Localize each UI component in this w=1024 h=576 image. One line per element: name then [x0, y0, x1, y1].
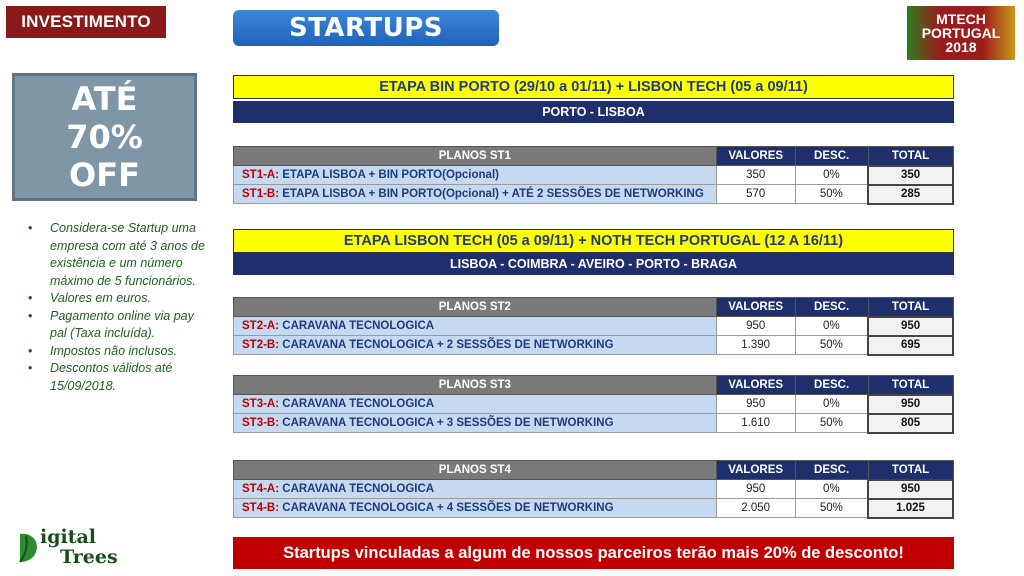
note-item: • Pagamento online via pay pal (Taxa incluída). — [28, 308, 208, 343]
badge-line-2: PORTUGAL — [921, 25, 1001, 41]
plan-header: PLANOS ST2 — [234, 298, 717, 317]
table-row — [234, 317, 954, 336]
note-item: • Considera-se Startup uma empresa com até 3 anos de existência e um número máximo de 5 funcionários. — [28, 220, 208, 290]
logo-text-digital: igital — [40, 526, 97, 548]
plan-total: 950 — [868, 395, 953, 414]
discount-line-3: OFF — [69, 156, 140, 194]
etapa-2-cities: LISBOA - COIMBRA - AVEIRO - PORTO - BRAGA — [233, 253, 954, 275]
plan-discount: 50% — [795, 185, 868, 204]
plan-code: ST2-B: — [242, 339, 280, 351]
discount-line-2: 70% — [66, 118, 143, 156]
plan-total: 950 — [868, 480, 953, 499]
plan-name — [234, 395, 717, 414]
table-header-row — [234, 461, 954, 480]
plan-description: CARAVANA TECNOLOGICA — [282, 320, 435, 332]
logo-text-trees: Trees — [60, 546, 118, 568]
table-row — [234, 480, 954, 499]
plan-name — [234, 185, 717, 204]
table-header-row — [234, 298, 954, 317]
plan-valor: 570 — [716, 185, 795, 204]
table-row — [234, 395, 954, 414]
plan-discount: 50% — [795, 336, 868, 355]
col-total: TOTAL — [868, 298, 953, 317]
plan-valor: 350 — [716, 166, 795, 185]
plan-header: PLANOS ST3 — [234, 376, 717, 395]
plan-description: CARAVANA TECNOLOGICA + 4 SESSÕES DE NETWORKING — [282, 502, 614, 514]
plan-code: ST3-B: — [242, 417, 280, 429]
plan-description: CARAVANA TECNOLOGICA + 3 SESSÕES DE NETWORKING — [282, 417, 614, 429]
plan-valor: 950 — [716, 317, 795, 336]
plan-discount: 50% — [795, 499, 868, 518]
badge-line-3: 2018 — [945, 39, 977, 55]
plan-discount: 0% — [795, 317, 868, 336]
plan-name — [234, 414, 717, 433]
plan-discount: 50% — [795, 414, 868, 433]
table-header-row — [234, 147, 954, 166]
plan-discount: 0% — [795, 480, 868, 499]
note-item: • Valores em euros. — [28, 290, 208, 308]
plan-total: 950 — [868, 317, 953, 336]
partner-discount-banner: Startups vinculadas a algum de nossos parceiros terão mais 20% de desconto! — [233, 537, 954, 569]
plan-total: 1.025 — [868, 499, 953, 518]
badge-line-1: MTECH — [936, 11, 986, 27]
table-row — [234, 336, 954, 355]
plan-discount: 0% — [795, 395, 868, 414]
plan-total: 285 — [868, 185, 953, 204]
col-total: TOTAL — [868, 461, 953, 480]
plan-code: ST3-A: — [242, 398, 280, 410]
plan-code: ST4-B: — [242, 502, 280, 514]
plan-code: ST1-A: — [242, 169, 280, 181]
plan-valor: 950 — [716, 480, 795, 499]
plan-code: ST1-B: — [242, 188, 280, 200]
plan-name — [234, 480, 717, 499]
investimento-label: INVESTIMENTO — [6, 6, 166, 38]
table-row — [234, 414, 954, 433]
plan-header: PLANOS ST4 — [234, 461, 717, 480]
col-total: TOTAL — [868, 147, 953, 166]
plan-name — [234, 317, 717, 336]
plan-discount: 0% — [795, 166, 868, 185]
col-valores: VALORES — [716, 147, 795, 166]
plan-description: ETAPA LISBOA + BIN PORTO(Opcional) + ATÉ 2 SESSÕES DE NETWORKING — [282, 188, 704, 200]
plan-name — [234, 166, 717, 185]
digital-trees-logo — [16, 522, 126, 570]
plan-valor: 1.610 — [716, 414, 795, 433]
plan-valor: 1.390 — [716, 336, 795, 355]
plan-description: CARAVANA TECNOLOGICA + 2 SESSÕES DE NETWORKING — [282, 339, 614, 351]
plan-valor: 2.050 — [716, 499, 795, 518]
col-valores: VALORES — [716, 461, 795, 480]
col-desc: DESC. — [795, 461, 868, 480]
plan-description: CARAVANA TECNOLOGICA — [282, 483, 435, 495]
plan-code: ST2-A: — [242, 320, 280, 332]
note-item: • Impostos não inclusos. — [28, 343, 208, 361]
col-valores: VALORES — [716, 298, 795, 317]
plan-total: 350 — [868, 166, 953, 185]
col-desc: DESC. — [795, 147, 868, 166]
plan-valor: 950 — [716, 395, 795, 414]
col-desc: DESC. — [795, 298, 868, 317]
plan-code: ST4-A: — [242, 483, 280, 495]
table-row — [234, 185, 954, 204]
page-title: STARTUPS — [233, 10, 499, 46]
col-total: TOTAL — [868, 376, 953, 395]
notes-list — [28, 220, 208, 395]
etapa-2-title: ETAPA LISBON TECH (05 a 09/11) + NOTH TECH PORTUGAL (12 A 16/11) — [233, 229, 954, 253]
etapa-1-title: ETAPA BIN PORTO (29/10 a 01/11) + LISBON TECH (05 a 09/11) — [233, 75, 954, 99]
plan-table-st2 — [233, 297, 954, 356]
table-row — [234, 166, 954, 185]
plan-total: 805 — [868, 414, 953, 433]
plan-name — [234, 499, 717, 518]
plan-name — [234, 336, 717, 355]
col-valores: VALORES — [716, 376, 795, 395]
discount-line-1: ATÉ — [71, 80, 138, 118]
etapa-1-cities: PORTO - LISBOA — [233, 101, 954, 123]
plan-table-st1 — [233, 146, 954, 205]
plan-table-st4 — [233, 460, 954, 519]
discount-box — [12, 73, 197, 201]
table-row — [234, 499, 954, 518]
note-item: • Descontos válidos até 15/09/2018. — [28, 360, 208, 395]
plan-description: CARAVANA TECNOLOGICA — [282, 398, 435, 410]
mtech-portugal-badge — [907, 6, 1015, 60]
plan-description: ETAPA LISBOA + BIN PORTO(Opcional) — [282, 169, 499, 181]
col-desc: DESC. — [795, 376, 868, 395]
plan-total: 695 — [868, 336, 953, 355]
plan-header: PLANOS ST1 — [234, 147, 717, 166]
table-header-row — [234, 376, 954, 395]
plan-table-st3 — [233, 375, 954, 434]
